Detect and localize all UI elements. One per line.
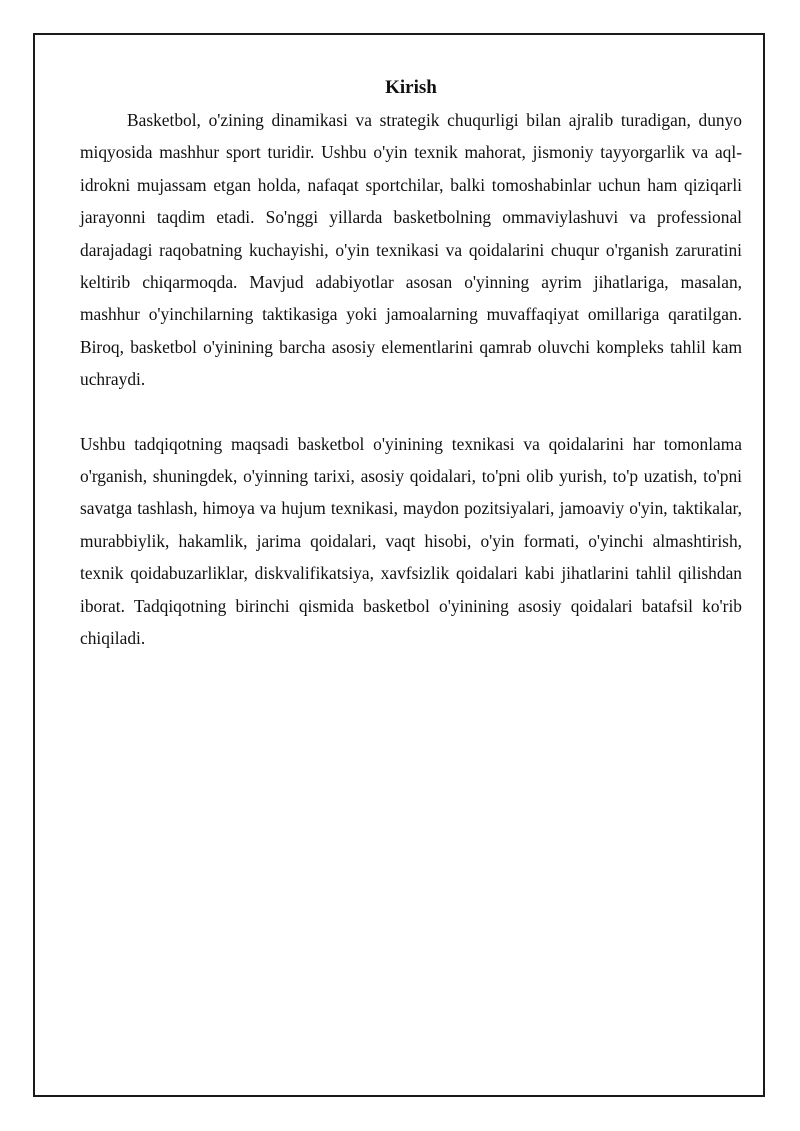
paragraph-aim: Ushbu tadqiqotning maqsadi basketbol o'yinining texnikasi va qoidalarini har tomonlama o'rganish, shuningdek, o'yinning tarixi, asosiy qoidalari, to'pni olib yurish, to'p uzatish, to'pni savatga tashlash, himoya va hujum texnikasi, maydon pozitsiyalari, jamoaviy o'yin, taktikalar, murabbiylik, hakamlik, jarima qoidalari, vaqt hisobi, o'yin formati, o'yinchi almashtirish, texnik qoidabuzarliklar, diskvalifikatsiya, xavfsizlik qoidalari kabi jihatlarini tahlil qilishdan iborat. Tadqiqotning birinchi qismida basketbol o'yinining asosiy qoidalari batafsil ko'rib chiqiladi. [80, 433, 742, 649]
document-body [80, 70, 742, 655]
paragraph-intro: Basketbol, o'zining dinamikasi va strategik chuqurligi bilan ajralib turadigan, dunyo miqyosida mashhur sport turidir. Ushbu o'yin texnik mahorat, jismoniy tayyorgarlik va aql-idrokni mujassam etgan holda, nafaqat sportchilar, balki tomoshabinlar uchun ham qiziqarli jarayonni taqdim etadi. So'nggi yillarda basketbolning ommaviylashuvi va professional darajadagi raqobatning kuchayishi, o'yin texnikasi va qoidalarini chuqur o'rganish zaruratini keltirib chiqarmoqda. Mavjud adabiyotlar asosan o'yinning ayrim jihatlariga, masalan, mashhur o'yinchilarning taktikasiga yoki jamoalarning muvaffaqiyat omillariga qaratilgan. Biroq, basketbol o'yinining barcha asosiy elementlarini qamrab oluvchi kompleks tahlil kam uchraydi. [80, 110, 742, 390]
section-title: Kirish [385, 77, 437, 98]
